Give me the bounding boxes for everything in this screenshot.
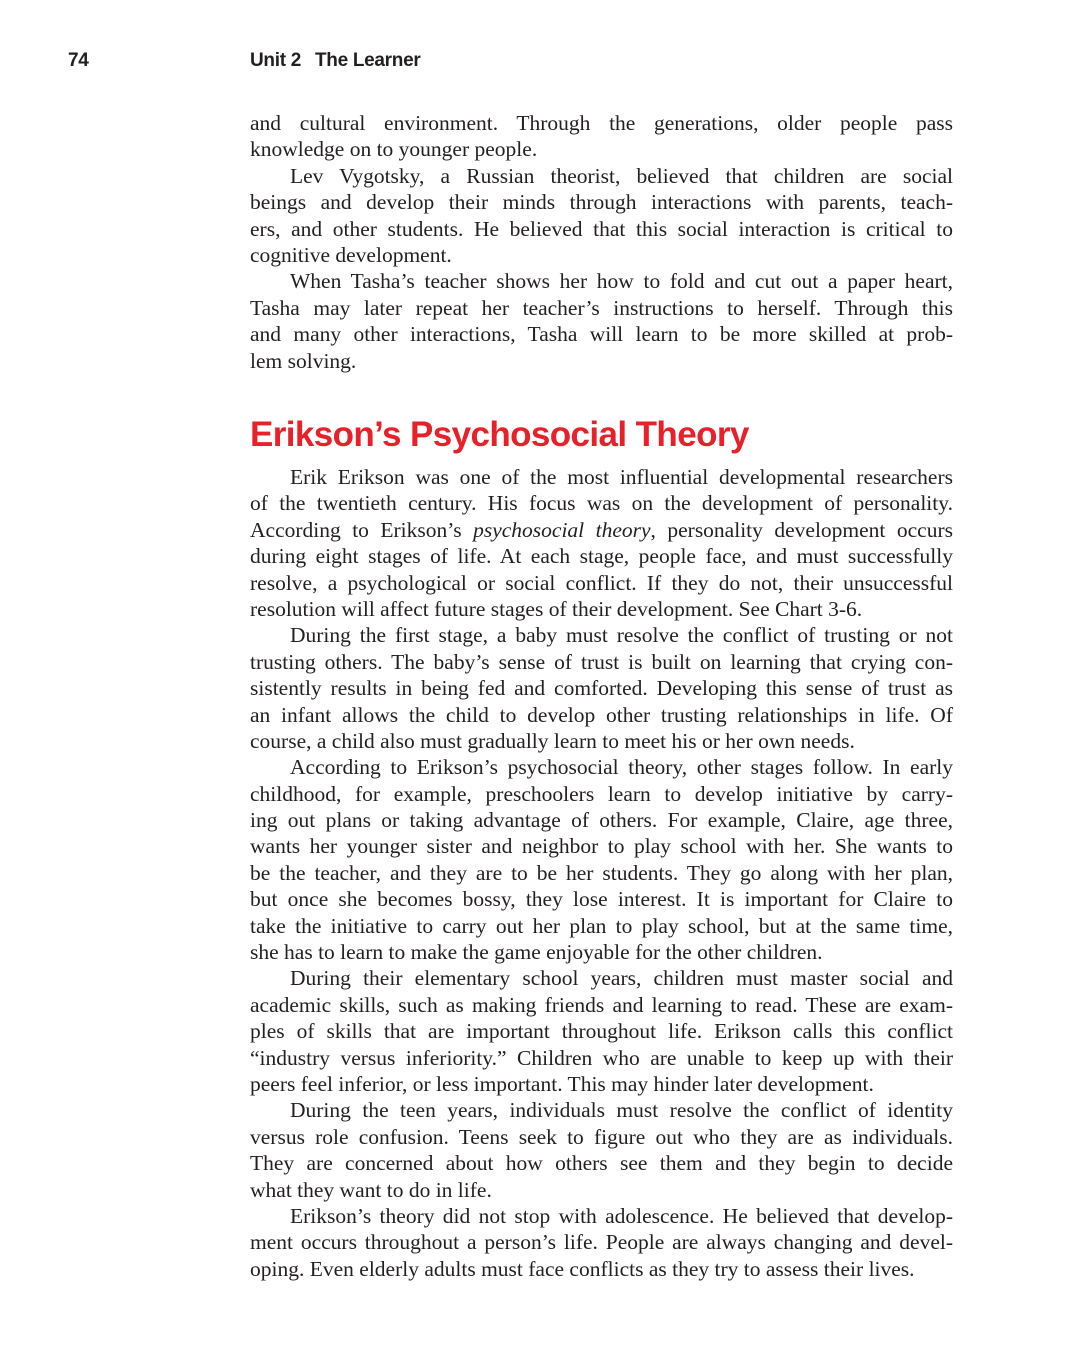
italic-term: psychosocial theory	[473, 517, 651, 542]
text-line: They are concerned about how others see them and they begin to decide	[250, 1151, 953, 1176]
paragraph	[250, 464, 953, 622]
text-line: an infant allows the child to develop other trusting relationships in life. Of	[250, 702, 953, 727]
text-segment: According to Erikson’s	[250, 517, 474, 542]
text-line: academic skills, such as making friends and learning to read. These are exam-	[250, 992, 953, 1017]
text-line: but once she becomes bossy, they lose interest. It is important for Claire to	[250, 887, 953, 912]
text-line: take the initiative to carry out her plan to play school, but at the same time,	[250, 913, 953, 938]
section-heading: Erikson’s Psychosocial Theory	[250, 415, 749, 454]
text-line: Erik Erikson was one of the most influential developmental researchers	[290, 465, 953, 489]
text-line: Lev Vygotsky, a Russian theorist, believed that children are social	[290, 163, 953, 188]
text-line: oping. Even elderly adults must face conflicts as they try to assess their lives.	[250, 1256, 915, 1281]
text-line: Erikson’s theory did not stop with adolescence. He believed that develop-	[290, 1203, 953, 1228]
text-line: be the teacher, and they are to be her students. They go along with her plan,	[250, 860, 953, 885]
text-line: childhood, for example, preschoolers learn to develop initiative by carry-	[250, 781, 953, 806]
unit-label: Unit 2	[250, 50, 301, 71]
text-line: versus role confusion. Teens seek to figure out who they are as individuals.	[250, 1124, 953, 1149]
text-line: resolve, a psychological or social conflict. If they do not, their unsuccessful	[250, 570, 953, 595]
text-line: During the teen years, individuals must resolve the conflict of identity	[290, 1098, 953, 1123]
paragraph	[250, 965, 953, 1097]
text-line	[250, 517, 953, 543]
intro-text	[250, 110, 953, 374]
text-line: peers feel inferior, or less important. This may hinder later development.	[250, 1071, 874, 1096]
text-line: When Tasha’s teacher shows her how to fold and cut out a paper heart,	[290, 269, 953, 294]
text-line: ples of skills that are important throughout life. Erikson calls this conflict	[250, 1019, 953, 1044]
text-line: cognitive development.	[250, 242, 452, 267]
paragraph	[250, 754, 953, 965]
text-segment: , personality development occurs	[650, 517, 953, 542]
section-body	[250, 464, 953, 1282]
text-line: beings and develop their minds through interactions with parents, teach-	[250, 190, 953, 215]
text-line: course, a child also must gradually learn to meet his or her own needs.	[250, 728, 855, 753]
running-head	[250, 50, 420, 72]
text-line: During their elementary school years, children must master social and	[290, 966, 953, 991]
text-line: and many other interactions, Tasha will learn to be more skilled at prob-	[250, 322, 953, 347]
text-line: during eight stages of life. At each stage, people face, and must successfully	[250, 544, 953, 569]
text-line: she has to learn to make the game enjoyable for the other children.	[250, 940, 823, 965]
paragraph	[250, 268, 953, 374]
text-line: ment occurs throughout a person’s life. People are always changing and devel-	[250, 1230, 953, 1255]
page-number: 74	[68, 50, 89, 71]
paragraph	[250, 163, 953, 269]
unit-title: The Learner	[314, 50, 421, 71]
text-line: wants her younger sister and neighbor to play school with her. She wants to	[250, 834, 953, 859]
text-line: ing out plans or taking advantage of others. For example, Claire, age three,	[250, 808, 953, 833]
text-line: Tasha may later repeat her teacher’s instructions to herself. Through this	[250, 295, 953, 320]
text-line: of the twentieth century. His focus was on the development of personality.	[250, 491, 953, 516]
paragraph	[250, 110, 953, 163]
text-line: what they want to do in life.	[250, 1177, 492, 1202]
paragraph	[250, 622, 953, 754]
paragraph	[250, 1203, 953, 1282]
paragraph	[250, 1097, 953, 1203]
text-line: “industry versus inferiority.” Children who are unable to keep up with their	[250, 1045, 953, 1070]
text-line: and cultural environment. Through the generations, older people pass	[250, 111, 953, 135]
text-line: knowledge on to younger people.	[250, 137, 538, 162]
text-line: trusting others. The baby’s sense of trust is built on learning that crying con-	[250, 649, 953, 674]
text-line: During the first stage, a baby must resolve the conflict of trusting or not	[290, 623, 953, 648]
text-line: lem solving.	[250, 348, 357, 373]
text-line: ers, and other students. He believed that this social interaction is critical to	[250, 216, 953, 241]
text-line: According to Erikson’s psychosocial theory, other stages follow. In early	[290, 755, 953, 780]
text-line: resolution will affect future stages of their development. See Chart 3-6.	[250, 596, 863, 621]
text-line: sistently results in being fed and comforted. Developing this sense of trust as	[250, 676, 953, 701]
